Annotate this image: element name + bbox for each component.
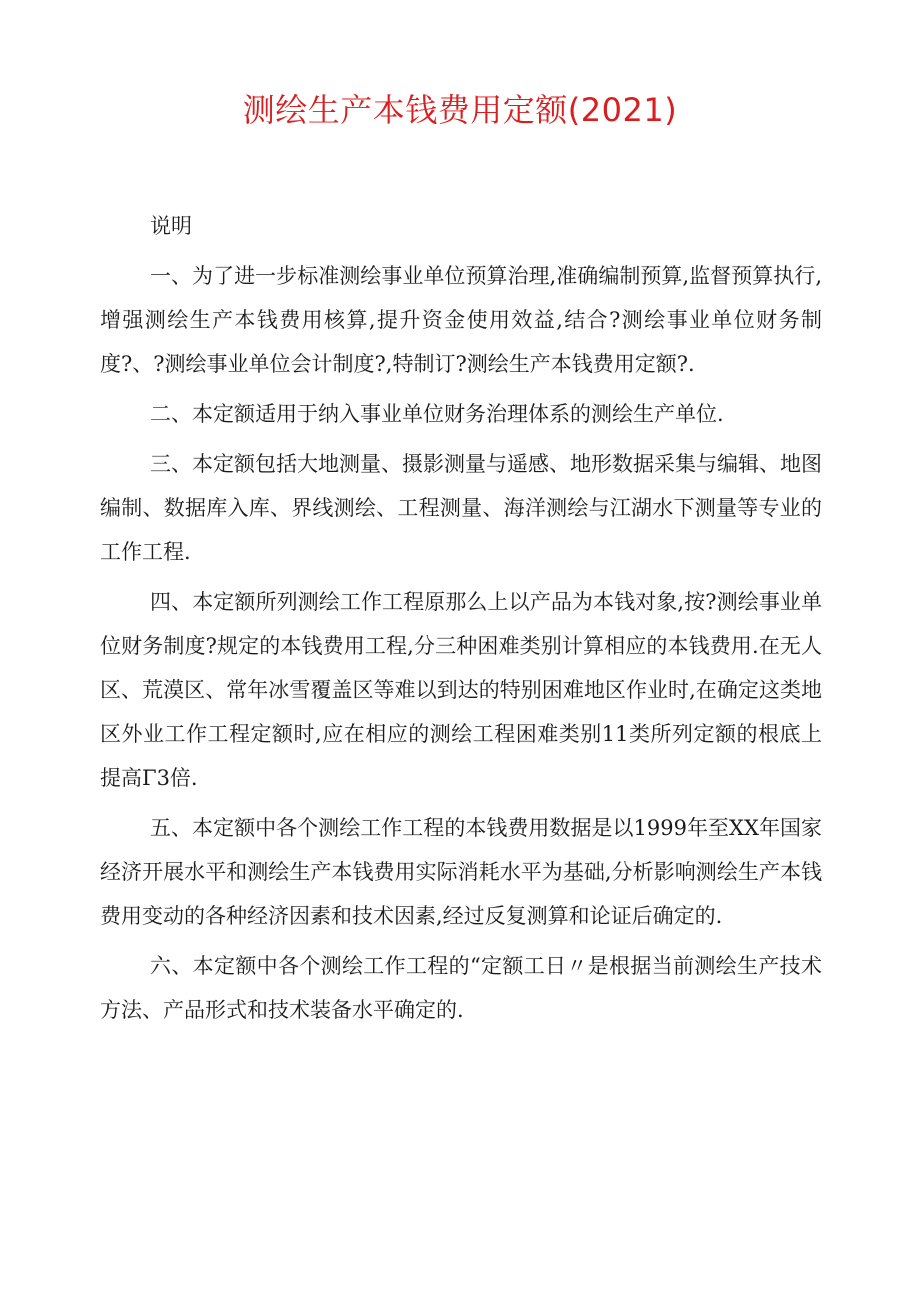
document-title: 测绘生产本钱费用定额(2021) [242, 91, 678, 129]
document-body [100, 204, 822, 1032]
paragraph-1: 一、为了进一步标准测绘事业单位预算治理,准确编制预算,监督预算执行,增强测绘生产本钱费用核算,提升资金使用效益,结合?测绘事业单位财务制度?、?测绘事业单位会计制度?,特制订?测绘生产本钱费用定额?. [100, 264, 822, 376]
paragraph-4: 四、本定额所列测绘工作工程原那么上以产品为本钱对象,按?测绘事业单位财务制度?规定的本钱费用工程,分三种困难类别计算相应的本钱费用.在无人区、荒漠区、常年冰雪覆盖区等难以到达的特别困难地区作业时,在确定这类地区外业工作工程定额时,应在相应的测绘工程困难类别11类所列定额的根底上提高Γ3倍. [100, 590, 822, 790]
paragraph-2: 二、本定额适用于纳入事业单位财务治理体系的测绘生产单位. [150, 402, 724, 426]
section-heading: 说明 [150, 214, 192, 238]
paragraph-5: 五、本定额中各个测绘工作工程的本钱费用数据是以1999年至XX年国家经济开展水平和测绘生产本钱费用实际消耗水平为基础,分析影响测绘生产本钱费用变动的各种经济因素和技术因素,经过反复测算和论证后确定的. [100, 816, 822, 928]
paragraph-6: 六、本定额中各个测绘工作工程的“定额工日〃是根据当前测绘生产技术方法、产品形式和技术装备水平确定的. [100, 954, 822, 1022]
paragraph-3: 三、本定额包括大地测量、摄影测量与遥感、地形数据采集与编辑、地图编制、数据库入库、界线测绘、工程测量、海洋测绘与江湖水下测量等专业的工作工程. [100, 452, 822, 564]
